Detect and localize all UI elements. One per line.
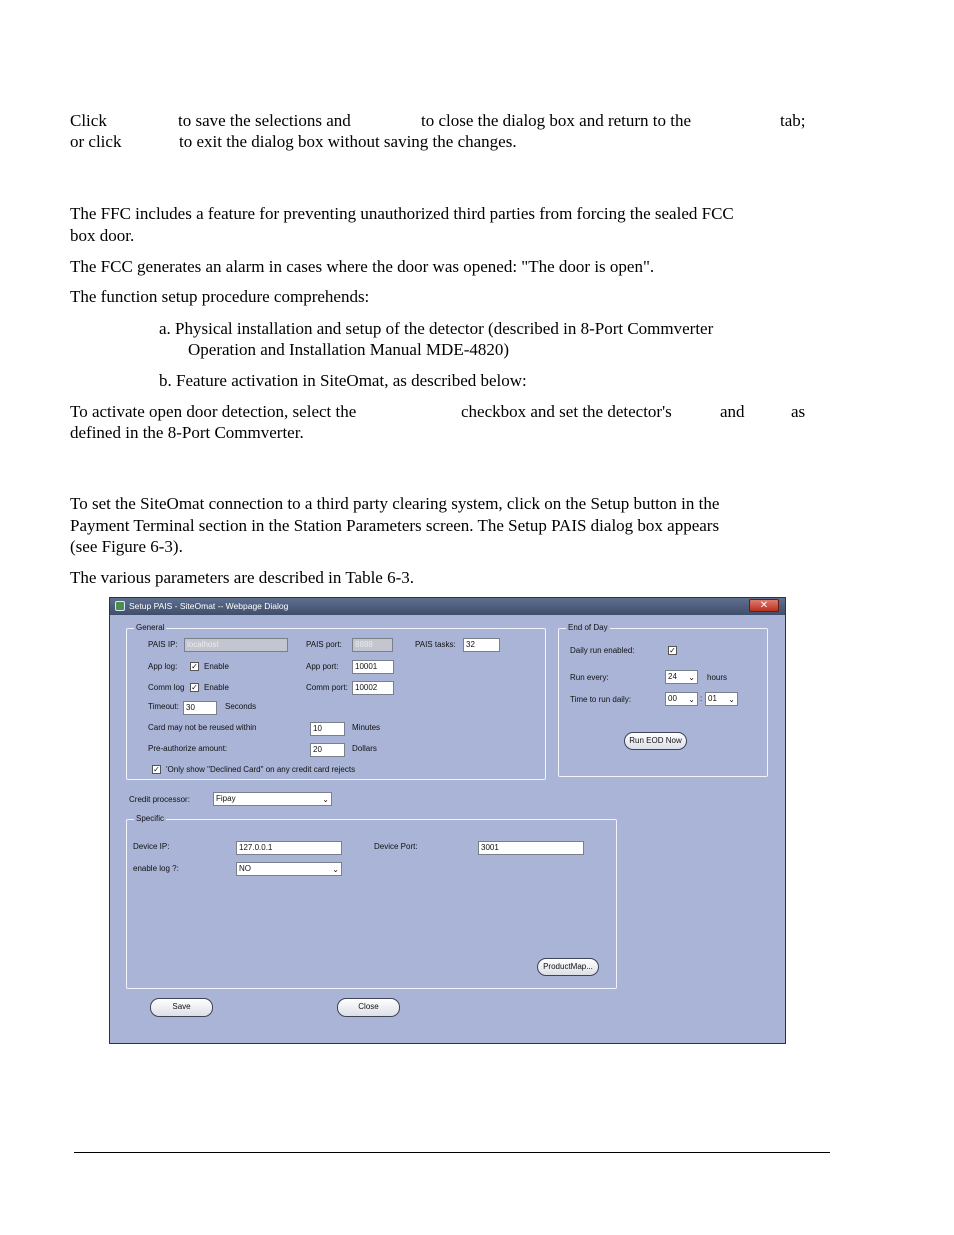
specific-legend: Specific	[136, 814, 165, 823]
paragraph-siteomat-line3: (see Figure 6-3).	[70, 537, 183, 556]
specific-group	[126, 814, 617, 989]
card-reuse-input[interactable]: 10	[310, 722, 345, 736]
comm-port-label: Comm port:	[306, 683, 348, 692]
app-log-label: App log:	[148, 662, 178, 671]
comm-log-checkbox[interactable]: ✓	[191, 683, 198, 692]
time-to-run-label: Time to run daily:	[570, 695, 632, 704]
app-port-label: App port:	[306, 662, 339, 671]
setup-pais-dialog	[109, 597, 786, 1044]
save-button[interactable]: Save	[150, 998, 213, 1017]
paragraph-ffc-line1: The FFC includes a feature for preventing unauthorized third parties from forcing the sealed FCC	[70, 204, 734, 223]
enable-log-value: NO	[239, 864, 251, 873]
browser-icon	[115, 601, 125, 611]
paragraph-siteomat-line1: To set the SiteOmat connection to a third party clearing system, click on the Setup button in the	[70, 494, 720, 513]
declined-card-label: 'Only show "Declined Card" on any credit card rejects	[166, 765, 356, 774]
enable-log-label: enable log ?:	[133, 864, 179, 873]
text-tab: tab;	[780, 111, 806, 130]
text-save-selections: to save the selections and	[178, 111, 351, 130]
pais-ip-label: PAIS IP:	[148, 640, 178, 649]
list-item-a-line1: a. Physical installation and setup of the detector (described in 8-Port Commverter	[159, 319, 714, 338]
text-click: Click	[70, 111, 107, 130]
comm-log-enable-label: Enable	[204, 683, 229, 692]
text-activate-open-door: To activate open door detection, select the	[70, 402, 357, 421]
pais-tasks-input[interactable]: 32	[463, 638, 500, 652]
app-log-checkbox[interactable]: ✓	[191, 662, 198, 671]
comm-log-label: Comm log	[148, 683, 185, 692]
list-item-a-line2: Operation and Installation Manual MDE-4820)	[188, 340, 510, 359]
app-log-enable-label: Enable	[204, 662, 229, 671]
dialog-client	[113, 616, 782, 1040]
credit-processor-value: Fipay	[216, 794, 236, 803]
pais-port-input[interactable]: 8888	[352, 638, 393, 652]
pais-port-label: PAIS port:	[306, 640, 342, 649]
text-and: and	[720, 402, 745, 421]
general-legend: General	[136, 623, 165, 632]
run-eod-now-button[interactable]: Run EOD Now	[624, 732, 687, 750]
device-ip-input[interactable]: 127.0.0.1	[236, 841, 342, 855]
chevron-down-icon: ⌄	[688, 695, 695, 704]
pais-tasks-label: PAIS tasks:	[415, 640, 456, 649]
run-every-select[interactable]	[665, 670, 698, 684]
time-separator: :	[700, 694, 703, 703]
timeout-label: Timeout:	[148, 702, 179, 711]
run-every-value: 24	[668, 672, 677, 681]
time-hour-select[interactable]	[665, 692, 698, 706]
end-of-day-group	[558, 623, 768, 777]
dialog-titlebar	[110, 598, 785, 615]
credit-processor-label: Credit processor:	[129, 795, 190, 804]
text-checkbox-detector: checkbox and set the detector's	[461, 402, 672, 421]
paragraph-parameters: The various parameters are described in Table 6-3.	[70, 568, 415, 587]
device-port-label: Device Port:	[374, 842, 418, 851]
window-close-icon[interactable]: ✕	[749, 599, 779, 612]
minutes-label: Minutes	[352, 723, 381, 732]
close-button[interactable]: Close	[337, 998, 400, 1017]
product-map-button[interactable]: ProductMap...	[537, 958, 599, 976]
hours-label: hours	[707, 673, 728, 682]
declined-card-checkbox[interactable]: ✓	[153, 765, 160, 774]
daily-run-checkbox[interactable]: ✓	[669, 646, 676, 655]
text-close-dialog: to close the dialog box and return to the	[421, 111, 692, 130]
chevron-down-icon: ⌄	[688, 673, 695, 682]
device-ip-label: Device IP:	[133, 842, 170, 851]
device-port-input[interactable]: 3001	[478, 841, 584, 855]
chevron-down-icon: ⌄	[728, 695, 735, 704]
time-minute-value: 01	[708, 694, 717, 703]
daily-run-label: Daily run enabled:	[570, 646, 635, 655]
card-reuse-label: Card may not be reused within	[148, 723, 257, 732]
pais-ip-input[interactable]: localhost	[184, 638, 288, 652]
comm-port-input[interactable]: 10002	[352, 681, 394, 695]
time-hour-value: 00	[668, 694, 677, 703]
chevron-down-icon: ⌄	[332, 865, 339, 874]
enable-log-select[interactable]	[236, 862, 342, 876]
app-port-input[interactable]: 10001	[352, 660, 394, 674]
dollars-label: Dollars	[352, 744, 377, 753]
paragraph-procedure: The function setup procedure comprehends:	[70, 287, 370, 306]
preauth-input[interactable]: 20	[310, 743, 345, 757]
dialog-title: Setup PAIS - SiteOmat -- Webpage Dialog	[129, 601, 289, 611]
run-every-label: Run every:	[570, 673, 609, 682]
chevron-down-icon: ⌄	[322, 795, 329, 804]
text-exit-dialog: to exit the dialog box without saving the changes.	[179, 132, 517, 151]
end-of-day-legend: End of Day	[568, 623, 608, 632]
list-item-b: b. Feature activation in SiteOmat, as described below:	[159, 371, 527, 390]
footer-rule	[74, 1152, 830, 1153]
text-defined-commverter: defined in the 8-Port Commverter.	[70, 423, 304, 442]
general-group	[126, 623, 546, 780]
preauth-label: Pre-authorize amount:	[148, 744, 228, 753]
paragraph-ffc-line2: box door.	[70, 226, 135, 245]
text-as: as	[791, 402, 806, 421]
time-minute-select[interactable]	[705, 692, 738, 706]
paragraph-alarm: The FCC generates an alarm in cases where the door was opened: "The door is open".	[70, 257, 655, 276]
timeout-input[interactable]: 30	[183, 701, 217, 715]
text-or-click: or click	[70, 132, 122, 151]
seconds-label: Seconds	[225, 702, 257, 711]
credit-processor-select[interactable]	[213, 792, 332, 806]
paragraph-siteomat-line2: Payment Terminal section in the Station Parameters screen. The Setup PAIS dialog box appears	[70, 516, 720, 535]
